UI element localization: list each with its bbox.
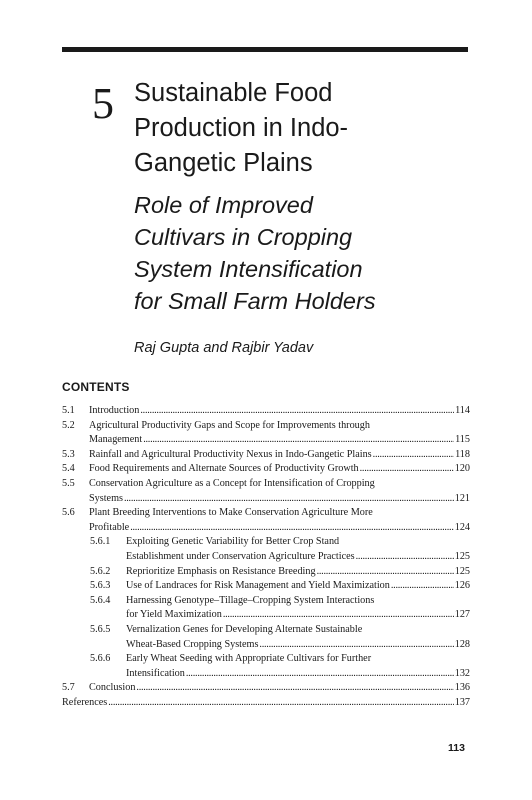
toc-entry[interactable]: [62, 652, 470, 681]
toc-entry-last-line: [126, 667, 470, 682]
dot-leader: [373, 448, 454, 463]
dot-leader: [136, 681, 453, 696]
toc-entry-title-line: Rainfall and Agricultural Productivity Nexus in Indo-Gangetic Plains: [89, 448, 372, 460]
chapter-number: 5: [92, 79, 114, 128]
toc-entry-title-line: Reprioritize Emphasis on Resistance Breeding: [126, 565, 316, 577]
dot-leader: [143, 433, 454, 448]
toc-entry-number: 5.6.5: [90, 623, 111, 635]
toc-entry-title-line: Management: [89, 434, 143, 446]
toc-entry-number: 5.6.4: [90, 594, 111, 606]
toc-entry-text: [62, 535, 470, 564]
toc-entry-text: [62, 565, 470, 580]
dot-leader: [124, 492, 454, 507]
dot-leader: [223, 608, 454, 623]
toc-entry-title-line: Profitable: [89, 521, 130, 533]
toc-entry-number: 5.3: [62, 448, 75, 460]
toc-entry[interactable]: [62, 565, 470, 580]
dot-leader: [186, 667, 454, 682]
toc-entry-text: [62, 652, 470, 681]
toc-entry-title-line: Systems: [89, 492, 123, 504]
toc-entry[interactable]: [62, 681, 470, 696]
toc-entry[interactable]: [62, 696, 470, 711]
toc-entry-page: 125: [454, 550, 470, 562]
toc-entry-page: 127: [454, 609, 470, 621]
toc-entry-page: 115: [455, 434, 470, 446]
toc-entry-last-line: [126, 579, 470, 594]
toc-entry-page: 125: [454, 565, 470, 577]
toc-entry-text: [62, 696, 470, 711]
toc-entry-last-line: [89, 521, 470, 536]
toc-entry[interactable]: [62, 506, 470, 535]
toc-entry-text: [62, 477, 470, 506]
toc-entry-title-line: Exploiting Genetic Variability for Better Crop Stand: [126, 536, 340, 548]
chapter-subtitle: [134, 189, 464, 317]
toc-entry-text: [62, 623, 470, 652]
chapter-title: [134, 76, 464, 181]
toc-entry-text: [62, 462, 470, 477]
toc-entry-text: [62, 579, 470, 594]
toc-entry-title-line: Food Requirements and Alternate Sources of Productivity Growth: [89, 463, 359, 475]
toc-entry-page: 114: [455, 405, 470, 416]
table-of-contents: [62, 404, 470, 710]
toc-entry-number: 5.6.3: [90, 580, 111, 592]
dot-leader: [140, 404, 454, 419]
toc-entry-title-line: Introduction: [89, 405, 140, 416]
chapter-title-line: Production in Indo-: [134, 114, 349, 142]
toc-entry[interactable]: [62, 477, 470, 506]
toc-entry[interactable]: [62, 404, 470, 419]
chapter-title-line: Sustainable Food: [134, 79, 333, 107]
dot-leader: [360, 462, 454, 477]
toc-entry-text: [62, 506, 470, 535]
toc-entry[interactable]: [62, 419, 470, 448]
toc-entry-number: 5.6.1: [90, 536, 111, 548]
toc-entry-number: 5.4: [62, 463, 75, 475]
chapter-subtitle-line: Cultivars in Cropping: [134, 224, 353, 250]
toc-entry-last-line: [126, 638, 470, 653]
toc-entry-last-line: [89, 462, 470, 477]
toc-entry-number: 5.7: [62, 682, 75, 694]
toc-entry-title-line: Vernalization Genes for Developing Alternate Sustainable: [126, 623, 363, 635]
toc-entry[interactable]: [62, 594, 470, 623]
toc-entry-last-line: [89, 404, 470, 419]
toc-entry-title-line: Conservation Agriculture as a Concept for Intensification of Cropping: [89, 477, 375, 489]
toc-entry[interactable]: [62, 462, 470, 477]
toc-entry-last-line: [89, 448, 470, 463]
toc-entry-number: 5.5: [62, 477, 75, 489]
toc-entry-last-line: [126, 550, 470, 565]
toc-entry[interactable]: [62, 535, 470, 564]
toc-entry-title-line: Conclusion: [89, 682, 136, 694]
toc-entry-title-line: Establishment under Conservation Agriculture Practices: [126, 550, 355, 562]
toc-entry-number: 5.6.6: [90, 653, 111, 665]
toc-entry-title-line: Harnessing Genotype–Tillage–Cropping System Interactions: [126, 594, 375, 606]
page-number: 113: [448, 742, 465, 754]
toc-entry-text: [62, 419, 470, 448]
top-rule: [62, 47, 468, 52]
toc-entry-text: [62, 448, 470, 463]
toc-entry-last-line: [126, 608, 470, 623]
toc-entry[interactable]: [62, 579, 470, 594]
toc-entry-title-line: Wheat-Based Cropping Systems: [126, 638, 259, 650]
toc-entry-title-line: Use of Landraces for Risk Management and Yield Maximization: [126, 580, 390, 592]
chapter-subtitle-line: for Small Farm Holders: [134, 288, 376, 314]
toc-entry-page: 120: [454, 463, 470, 475]
contents-heading: CONTENTS: [62, 380, 130, 394]
toc-entry-page: 132: [454, 667, 470, 679]
chapter-subtitle-line: System Intensification: [134, 256, 363, 282]
toc-entry-text: [62, 594, 470, 623]
chapter-authors: Raj Gupta and Rajbir Yadav: [134, 340, 314, 356]
chapter-subtitle-line: Role of Improved: [134, 192, 313, 218]
dot-leader: [317, 565, 454, 580]
chapter-title-line: Gangetic Plains: [134, 149, 313, 177]
toc-entry-page: 124: [454, 521, 470, 533]
toc-entry-last-line: [89, 681, 470, 696]
toc-entry-page: 137: [454, 696, 470, 708]
toc-entry-title-line: for Yield Maximization: [126, 609, 222, 621]
toc-entry-title-line: Intensification: [126, 667, 185, 679]
dot-leader: [259, 638, 453, 653]
toc-entry-text: [62, 681, 470, 696]
toc-entry-page: 126: [454, 580, 470, 592]
toc-entry-page: 118: [455, 448, 470, 460]
dot-leader: [356, 550, 454, 565]
toc-entry-last-line: [89, 492, 470, 507]
toc-entry[interactable]: [62, 623, 470, 652]
toc-entry-page: 128: [454, 638, 470, 650]
toc-entry-last-line: [89, 433, 470, 448]
toc-entry-number: 5.2: [62, 419, 75, 431]
toc-entry-text: [62, 404, 470, 419]
dot-leader: [108, 696, 453, 711]
dot-leader: [391, 579, 454, 594]
toc-entry-title-line: Early Wheat Seeding with Appropriate Cultivars for Further: [126, 653, 372, 665]
toc-entry-number: 5.6.2: [90, 565, 111, 577]
toc-entry-title-line: Plant Breeding Interventions to Make Conservation Agriculture More: [89, 507, 373, 519]
toc-entry-number: 5.6: [62, 507, 75, 519]
toc-entry-page: 121: [454, 492, 470, 504]
dot-leader: [130, 521, 454, 536]
toc-entry[interactable]: [62, 448, 470, 463]
toc-entry-title-line: References: [62, 696, 108, 708]
toc-entry-page: 136: [454, 682, 470, 694]
toc-entry-last-line: [62, 696, 470, 711]
toc-entry-number: 5.1: [62, 405, 75, 416]
toc-entry-last-line: [126, 565, 470, 580]
toc-entry-title-line: Agricultural Productivity Gaps and Scope for Improvements through: [89, 419, 370, 431]
